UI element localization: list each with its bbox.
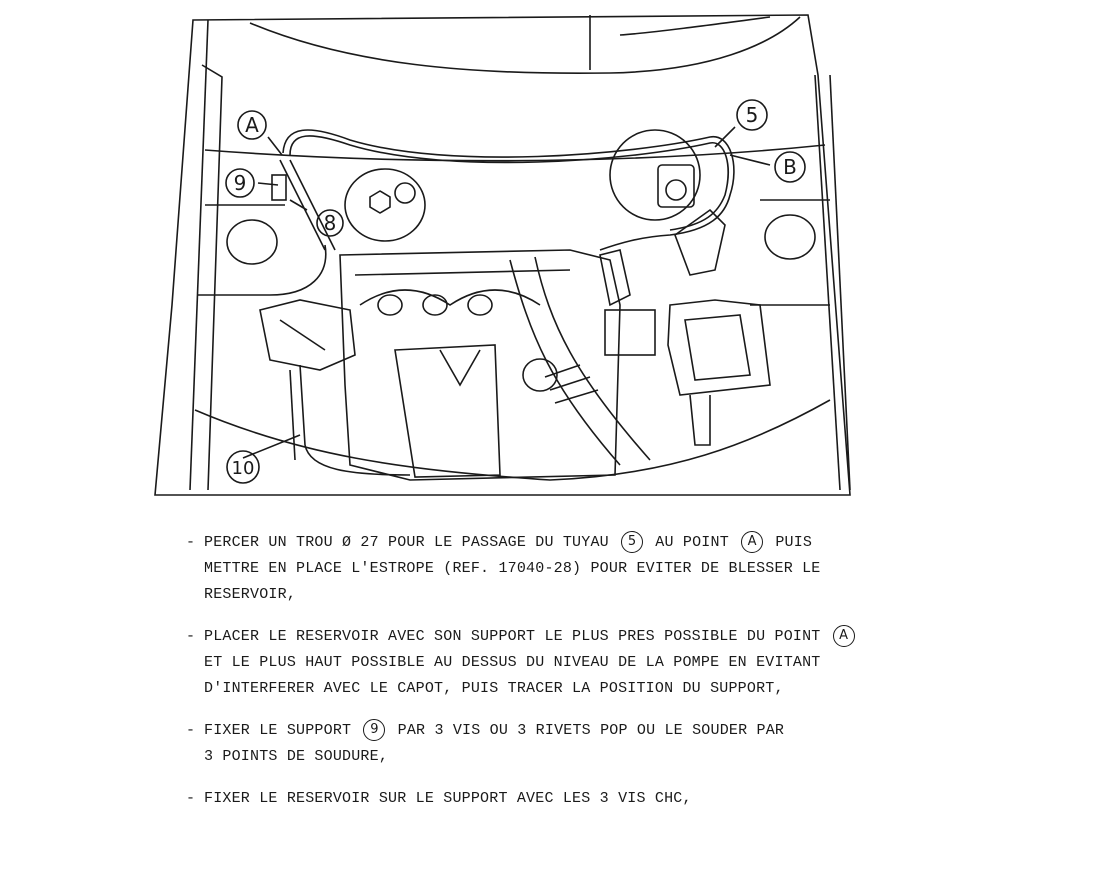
step-text: FIXER LE SUPPORT (204, 722, 352, 739)
bullet-dash: - (186, 628, 196, 645)
step-line: ET LE PLUS HAUT POSSIBLE AU DESSUS DU NIVEAU DE LA POMPE EN EVITANT (204, 654, 821, 671)
bullet-dash: - (186, 722, 196, 739)
step-line (204, 718, 906, 744)
step-line: D'INTERFERER AVEC LE CAPOT, PUIS TRACER LA POSITION DU SUPPORT, (204, 680, 784, 697)
step-text: PUIS (775, 534, 813, 551)
callout-5-label: 5 (745, 103, 759, 127)
step-line (204, 624, 906, 650)
step-line: METTRE EN PLACE L'ESTROPE (REF. 17040-28) POUR EVITER DE BLESSER LE (204, 560, 821, 577)
instruction-step-2 (186, 624, 906, 702)
bullet-dash: - (186, 790, 196, 807)
callout-9-label: 9 (233, 171, 247, 195)
step-text: PERCER UN TROU Ø 27 POUR LE PASSAGE DU TUYAU (204, 534, 609, 551)
engine-bay-drawing (150, 5, 890, 500)
instruction-list (186, 530, 906, 828)
callout-b-label: B (783, 155, 797, 179)
callout-10-label: 10 (231, 458, 255, 479)
step-line: FIXER LE RESERVOIR SUR LE SUPPORT AVEC LES 3 VIS CHC, (204, 790, 692, 807)
callout-9-ref: 9 (363, 719, 385, 741)
step-text: AU POINT (655, 534, 729, 551)
engine-bay-diagram (150, 5, 890, 500)
callout-a-label: A (245, 113, 259, 137)
callout-a-ref: A (741, 531, 763, 553)
step-line: 3 POINTS DE SOUDURE, (204, 748, 389, 765)
callout-5-ref: 5 (621, 531, 643, 553)
step-line: RESERVOIR, (204, 586, 297, 603)
callout-a-ref: A (833, 625, 855, 647)
step-text: PLACER LE RESERVOIR AVEC SON SUPPORT LE PLUS PRES POSSIBLE DU POINT (204, 628, 821, 645)
callout-8-label: 8 (323, 211, 337, 235)
instruction-step-1 (186, 530, 906, 608)
step-line (204, 530, 906, 556)
step-text: PAR 3 VIS OU 3 RIVETS POP OU LE SOUDER PAR (397, 722, 785, 739)
bullet-dash: - (186, 534, 196, 551)
instruction-step-3 (186, 718, 906, 770)
instruction-step-4 (186, 786, 906, 812)
